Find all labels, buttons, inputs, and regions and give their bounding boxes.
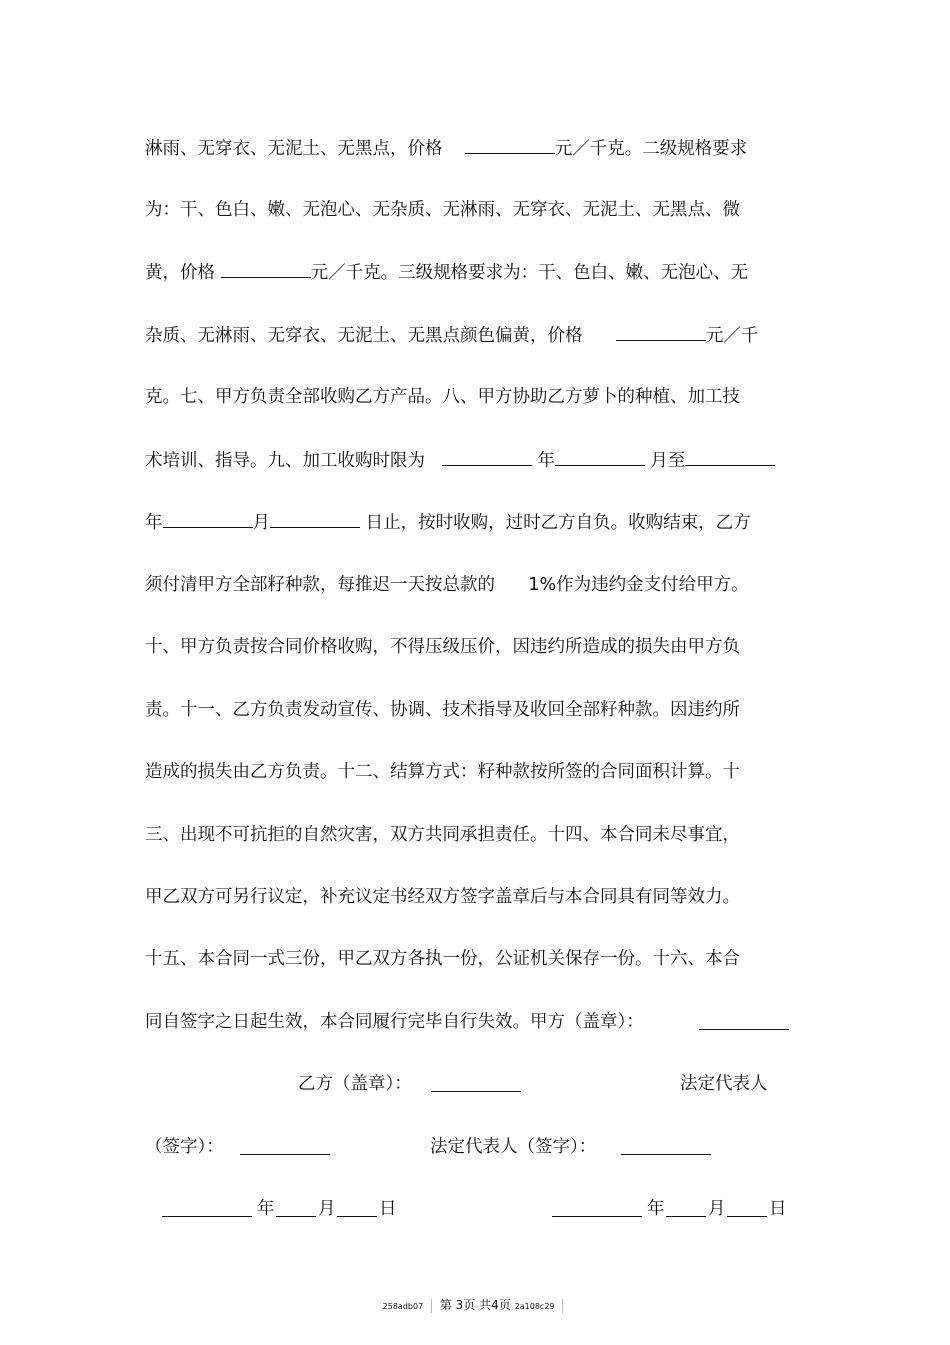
start-year-blank[interactable] xyxy=(442,449,532,466)
date-b-year-label: 年 xyxy=(647,1199,665,1219)
footer-total-number: 4 xyxy=(491,1298,499,1312)
text-line-3 xyxy=(145,261,748,284)
date-a-day-label: 日 xyxy=(379,1199,397,1219)
line-11-text-a: 造成的损失由乙方负责。十二、结算方式：籽种款按所签的合同面积计算。十 xyxy=(145,762,740,782)
line-6-text-b: 年 xyxy=(537,451,555,471)
line-8-text-a: 须付清甲方全部籽种款，每推迟一天按总款的 xyxy=(145,575,495,595)
footer-total-suffix: 页 xyxy=(498,1298,511,1312)
text-line-4 xyxy=(145,324,758,347)
footer-left-code: 258adb07 xyxy=(382,1302,424,1311)
date-b-day-label: 日 xyxy=(769,1199,787,1219)
party-b-seal-blank[interactable] xyxy=(431,1075,521,1092)
price-blank-1[interactable] xyxy=(465,137,555,154)
text-line-10 xyxy=(145,699,740,721)
line-3-text-a: 黄，价格 xyxy=(145,263,215,283)
footer-page-number: 3 xyxy=(455,1298,464,1312)
party-b-seal-label: 乙方（盖章）： xyxy=(298,1074,412,1094)
date-a-year-blank[interactable] xyxy=(162,1200,252,1217)
text-line-15 xyxy=(145,1011,644,1033)
text-line-1 xyxy=(145,137,747,160)
price-blank-3[interactable] xyxy=(616,324,706,341)
line-10-text-a: 责。十一、乙方负责发动宣传、协调、技术指导及收回全部籽种款。因违约所 xyxy=(145,700,740,720)
date-b-month-blank[interactable] xyxy=(666,1200,706,1217)
party-a-seal-blank[interactable] xyxy=(699,1013,789,1030)
footer-divider-left xyxy=(431,1299,432,1313)
date-a-day-blank[interactable] xyxy=(337,1200,377,1217)
start-month-blank[interactable] xyxy=(555,449,645,466)
footer-page-suffix: 页 xyxy=(463,1298,476,1312)
date-b-day-blank[interactable] xyxy=(727,1200,767,1217)
text-line-9 xyxy=(145,636,740,658)
sign-a-label: （签字）： xyxy=(145,1137,224,1157)
text-line-11 xyxy=(145,761,740,783)
line-7-text-b: 月 xyxy=(252,513,270,533)
line-4-text-a: 杂质、无淋雨、无穿衣、无泥土、无黑点颜色偏黄，价格 xyxy=(145,326,583,346)
legal-rep-b-label: 法定代表人（签字）： xyxy=(430,1137,597,1157)
footer-divider-right xyxy=(562,1299,563,1313)
text-line-8 xyxy=(145,574,749,596)
line-9-text-a: 十、甲方负责按合同价格收购，不得压级压价，因违约所造成的损失由甲方负 xyxy=(145,637,740,657)
text-line-7 xyxy=(145,511,751,534)
text-line-5 xyxy=(145,386,740,408)
footer-right-code: 2a108c29 xyxy=(514,1302,555,1311)
text-line-6 xyxy=(145,449,775,472)
end-year-blank[interactable] xyxy=(685,449,775,466)
end-day-blank[interactable] xyxy=(270,511,360,528)
line-8-text-b: 1%作为违约金支付给甲方。 xyxy=(528,575,749,595)
line-4-text-b: 元／千 xyxy=(705,326,759,346)
line-3-text-b: 元／千克。三级规格要求为：干、色白、嫩、无泡心、无 xyxy=(310,263,749,283)
line-7-text-a: 年 xyxy=(145,513,163,533)
line-7-text-c: 日止，按时收购，过时乙方自负。收购结束，乙方 xyxy=(365,513,751,533)
line-15-text-a: 同自签字之日起生效，本合同履行完毕自行失效。甲方（盖章）： xyxy=(145,1012,644,1032)
price-blank-2[interactable] xyxy=(221,261,311,278)
line-6-text-a: 术培训、指导。九、加工收购时限为 xyxy=(145,451,425,471)
line-13-text-a: 甲乙双方可另行议定，补充议定书经双方签字盖章后与本合同具有同等效力。 xyxy=(145,887,740,907)
sign-b-blank[interactable] xyxy=(621,1138,711,1155)
line-5-text-a: 克。七、甲方负责全部收购乙方产品。八、甲方协助乙方萝卜的种植、加工技 xyxy=(145,387,740,407)
date-a-month-blank[interactable] xyxy=(276,1200,316,1217)
line-12-text-a: 三、出现不可抗拒的自然灾害，双方共同承担责任。十四、本合同未尽事宜， xyxy=(145,825,740,845)
sign-a-blank[interactable] xyxy=(240,1138,330,1155)
text-line-2 xyxy=(145,199,740,221)
date-a-year-label: 年 xyxy=(257,1199,275,1219)
line-14-text-a: 十五、本合同一式三份，甲乙双方各执一份，公证机关保存一份。十六、本合 xyxy=(145,949,740,969)
legal-rep-a-label: 法定代表人 xyxy=(680,1074,768,1094)
page-footer xyxy=(0,1296,950,1313)
footer-page-prefix: 第 xyxy=(439,1298,452,1312)
text-line-13 xyxy=(145,886,740,908)
date-b-year-blank[interactable] xyxy=(552,1200,642,1217)
line-1-text-b: 元／千克。二级规格要求 xyxy=(554,139,748,159)
text-line-14 xyxy=(145,948,740,970)
line-6-text-c: 月至 xyxy=(650,451,686,471)
line-2-text-a: 为：干、色白、嫩、无泡心、无杂质、无淋雨、无穿衣、无泥土、无黑点、微 xyxy=(145,200,740,220)
text-line-12 xyxy=(145,824,740,846)
end-month-blank[interactable] xyxy=(163,511,253,528)
date-a-month-label: 月 xyxy=(318,1199,336,1219)
footer-total-prefix: 共 xyxy=(479,1298,492,1312)
date-b-month-label: 月 xyxy=(708,1199,726,1219)
line-1-text-a: 淋雨、无穿衣、无泥土、无黑点，价格 xyxy=(145,139,443,159)
